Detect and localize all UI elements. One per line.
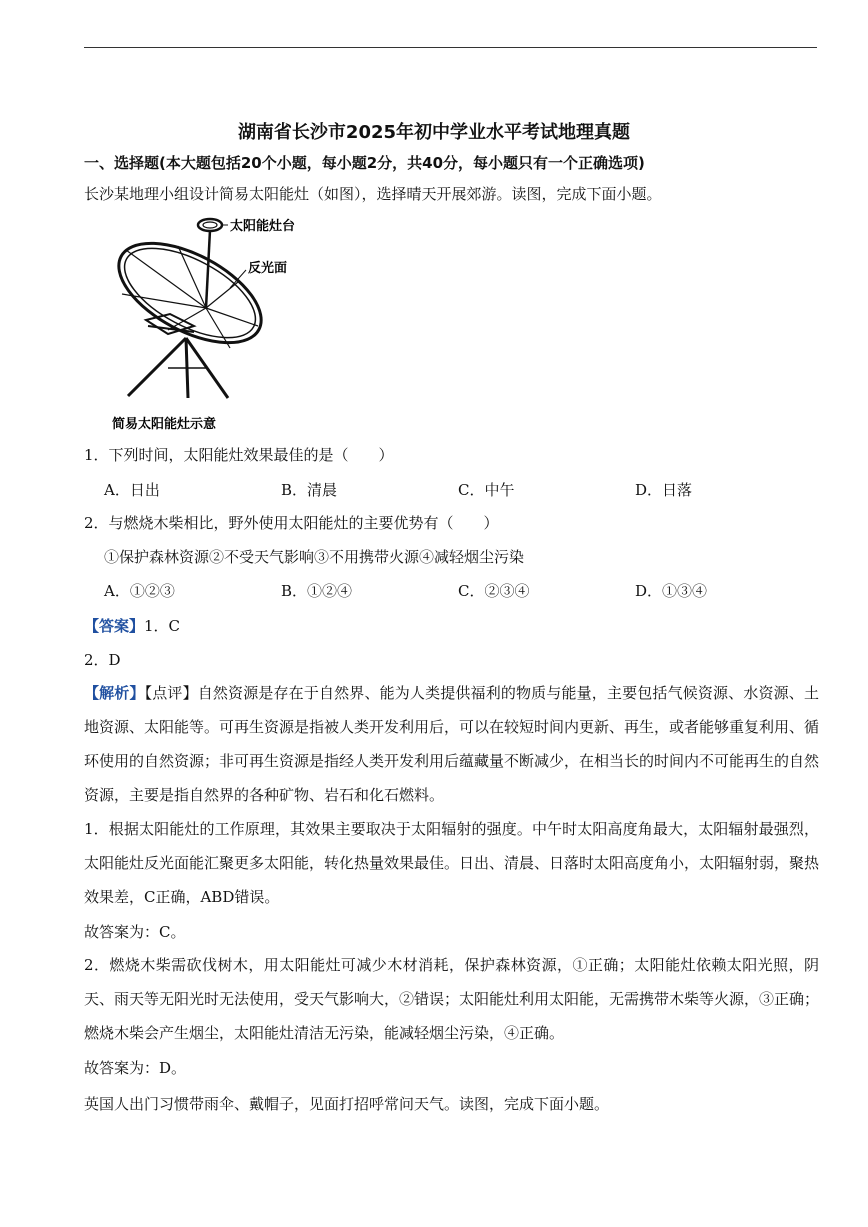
- figure-label-reflector: 反光面: [248, 261, 288, 276]
- answer-line-1: [84, 615, 180, 636]
- q1-stem: 1．下列时间，太阳能灶效果最佳的是（ ）: [84, 446, 394, 464]
- q2-stem: 2．与燃烧木柴相比，野外使用太阳能灶的主要优势有（ ）: [84, 514, 499, 532]
- page-title: 湖南省长沙市2025年初中学业水平考试地理真题: [237, 122, 631, 143]
- comment-text: 自然资源是存在于自然界、能为人类提供福利的物质与能量，主要包括气候资源、水资源、土地资源、太阳能等。可再生资源是指被人类开发利用后，可以在较短时间内更新、再生，或者能够重复利用、循环使用的自然资源；非可再生资源是指经人类开发利用后蕴藏量不断减少，在相当长的时间内不可能再生的自然资源，主要是指自然界的各种矿物、岩石和化石燃料。: [84, 684, 820, 804]
- answer-value-1: 1．C: [144, 617, 181, 635]
- header-rule: [84, 47, 817, 48]
- q2-option-b: B．①②④: [281, 582, 353, 600]
- figure-caption: 简易太阳能灶示意: [112, 417, 217, 432]
- answer-tag: 【答案】: [84, 617, 145, 635]
- q2-option-d: D．①③④: [635, 582, 708, 600]
- comment-tag: 【点评】: [144, 684, 198, 702]
- next-intro-text: 英国人出门习惯带雨伞、戴帽子，见面打招呼常问天气。读图，完成下面小题。: [84, 1095, 610, 1113]
- analysis-conclusion-2: 故答案为：D。: [84, 1059, 187, 1077]
- analysis-paragraph-2: 2．燃烧木柴需砍伐树木，用太阳能灶可减少木材消耗，保护森林资源，①正确；太阳能灶依赖太阳光照，阴天、雨天等无阳光时无法使用，受天气影响大，②错误；太阳能灶利用太阳能，无需携带木柴等火源，③正确；燃烧木柴会产生烟尘，太阳能灶清洁无污染，能减轻烟尘污染，④正确。: [84, 956, 820, 1042]
- solar-cooker-drawing: [108, 208, 320, 434]
- figure-label-platform: 太阳能灶台: [230, 219, 296, 234]
- analysis-conclusion-1: 故答案为：C。: [84, 923, 186, 941]
- analysis-comment: [84, 676, 819, 812]
- analysis-paragraph-1: 1．根据太阳能灶的工作原理，其效果主要取决于太阳辐射的强度。中午时太阳高度角最大，太阳辐射最强烈，太阳能灶反光面能汇聚更多太阳能，转化热量效果最佳。日出、清晨、日落时太阳高度角小，太阳辐射弱，聚热效果差，C正确，ABD错误。: [84, 820, 820, 906]
- q2-option-a: A．①②③: [104, 582, 175, 600]
- q1-option-b: B．清晨: [281, 481, 338, 499]
- q1-option-a: A．日出: [104, 481, 160, 499]
- q1-option-d: D．日落: [635, 481, 693, 499]
- answer-line-2: 2．D: [84, 651, 121, 669]
- q1-option-c: C．中午: [458, 481, 515, 499]
- intro-text: 长沙某地理小组设计简易太阳能灶（如图），选择晴天开展郊游。读图，完成下面小题。: [84, 185, 662, 203]
- section-heading: 一、选择题(本大题包括20个小题，每小题2分，共40分，每小题只有一个正确选项): [84, 154, 645, 172]
- solar-cooker-figure: [108, 208, 320, 434]
- q2-items: ①保护森林资源②不受天气影响③不用携带火源④减轻烟尘污染: [104, 548, 525, 566]
- analysis-tag: 【解析】: [84, 684, 145, 702]
- q2-option-c: C．②③④: [458, 582, 530, 600]
